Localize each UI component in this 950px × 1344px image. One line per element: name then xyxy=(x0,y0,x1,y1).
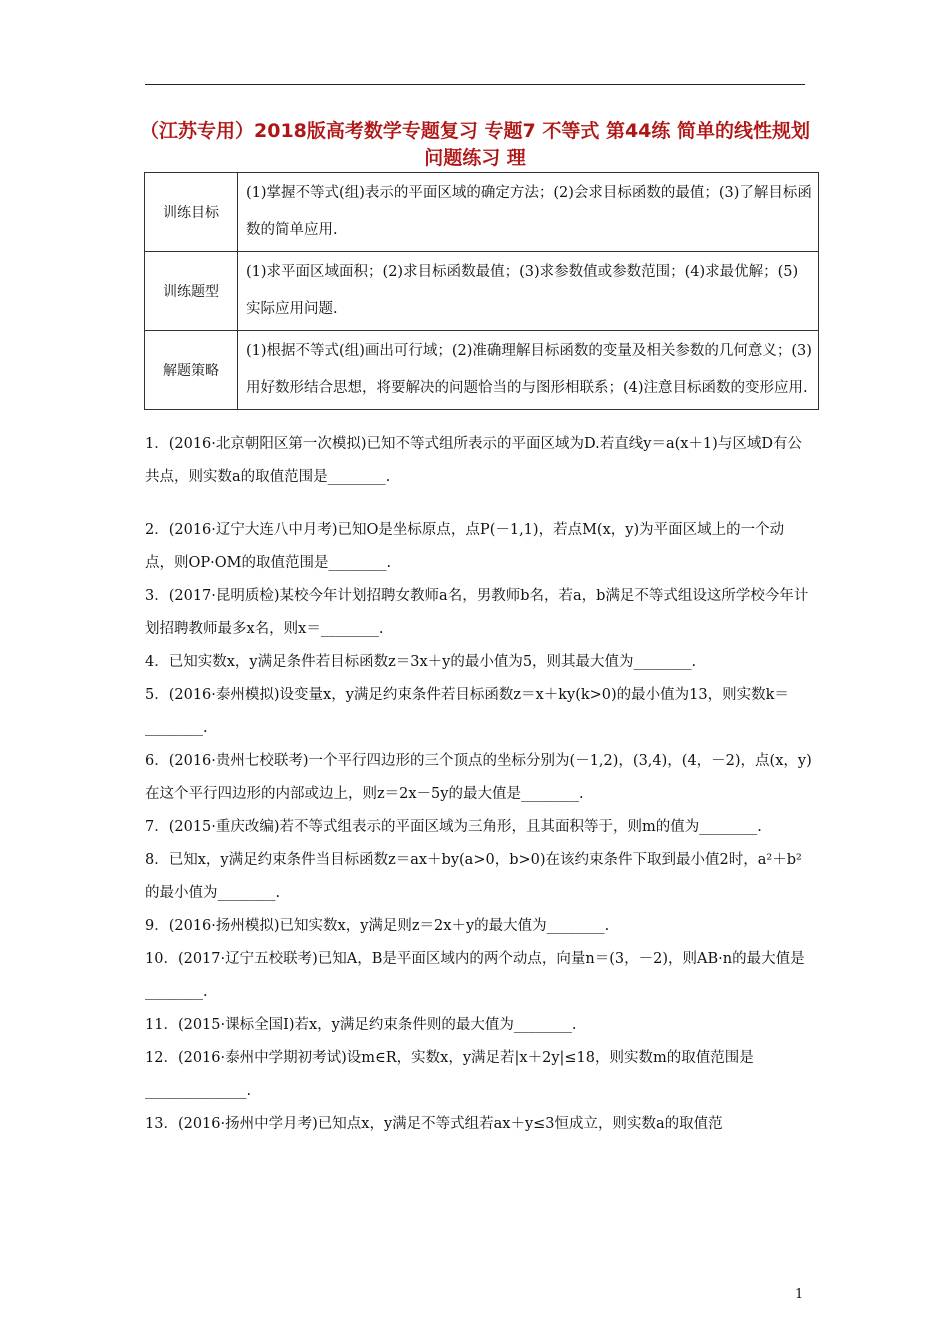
problem-5: 5．(2016·泰州模拟)设变量x，y满足约束条件若目标函数z＝x＋ky(k>0)的最小值为13，则实数k＝________. xyxy=(145,687,789,736)
problem-9: 9．(2016·扬州模拟)已知实数x，y满足则z＝2x＋y的最大值为________. xyxy=(145,918,610,934)
table-row-label: 解题策略 xyxy=(145,331,238,410)
problem-4: 4．已知实数x，y满足条件若目标函数z＝3x＋y的最小值为5，则其最大值为________. xyxy=(145,654,697,670)
problem-2: 2．(2016·辽宁大连八中月考)已知O是坐标原点，点P(－1,1)，若点M(x，y)为平面区域上的一个动点，则OP·OM的取值范围是________. xyxy=(145,522,785,571)
table-row-content: (1)求平面区域面积；(2)求目标函数最值；(3)求参数值或参数范围；(4)求最优解；(5)实际应用问题. xyxy=(238,252,819,331)
table-row-content: (1)根据不等式(组)画出可行域；(2)准确理解目标函数的变量及相关参数的几何意义；(3)用好数形结合思想，将要解决的问题恰当的与图形相联系；(4)注意目标函数的变形应用. xyxy=(238,331,819,410)
problem-13: 13．(2016·扬州中学月考)已知点x，y满足不等式组若ax＋y≤3恒成立，则实数a的取值范 xyxy=(145,1116,723,1132)
table-row-label: 训练目标 xyxy=(145,173,238,252)
problem-3: 3．(2017·昆明质检)某校今年计划招聘女教师a名，男教师b名，若a，b满足不等式组设这所学校今年计划招聘教师最多x名，则x＝________. xyxy=(145,588,809,637)
table-row xyxy=(145,331,819,410)
page-number: 1 xyxy=(795,1287,804,1302)
problem-8: 8．已知x，y满足约束条件当目标函数z＝ax＋by(a>0，b>0)在该约束条件下取到最小值2时，a²＋b²的最小值为________. xyxy=(145,852,802,901)
header-rule xyxy=(145,84,805,85)
table-row-content: (1)掌握不等式(组)表示的平面区域的确定方法；(2)会求目标函数的最值；(3)了解目标函数的简单应用. xyxy=(238,173,819,252)
problem-10: 10．(2017·辽宁五校联考)已知A，B是平面区域内的两个动点，向量n＝(3，－2)，则AB·n的最大值是________. xyxy=(145,951,805,1000)
problem-7: 7．(2015·重庆改编)若不等式组表示的平面区域为三角形，且其面积等于，则m的值为________. xyxy=(145,819,762,835)
training-table xyxy=(144,172,819,410)
problem-11: 11．(2015·课标全国Ⅰ)若x，y满足约束条件则的最大值为________. xyxy=(145,1017,577,1033)
table-row xyxy=(145,252,819,331)
problem-list xyxy=(145,428,813,1141)
table-row xyxy=(145,173,819,252)
problem-12: 12．(2016·泰州中学期初考试)设m∈R，实数x，y满足若|x＋2y|≤18，则实数m的取值范围是______________. xyxy=(145,1050,754,1099)
document-title: （江苏专用）2018版高考数学专题复习 专题7 不等式 第44练 简单的线性规划问题练习 理 xyxy=(140,120,811,169)
table-row-label: 训练题型 xyxy=(145,252,238,331)
problem-1: 1．(2016·北京朝阳区第一次模拟)已知不等式组所表示的平面区域为D.若直线y＝a(x＋1)与区域D有公共点，则实数a的取值范围是________. xyxy=(145,436,802,485)
problem-6: 6．(2016·贵州七校联考)一个平行四边形的三个顶点的坐标分别为(－1,2)，(3,4)，(4，－2)，点(x，y)在这个平行四边形的内部或边上，则z＝2x－5y的最大值是________. xyxy=(145,753,812,802)
